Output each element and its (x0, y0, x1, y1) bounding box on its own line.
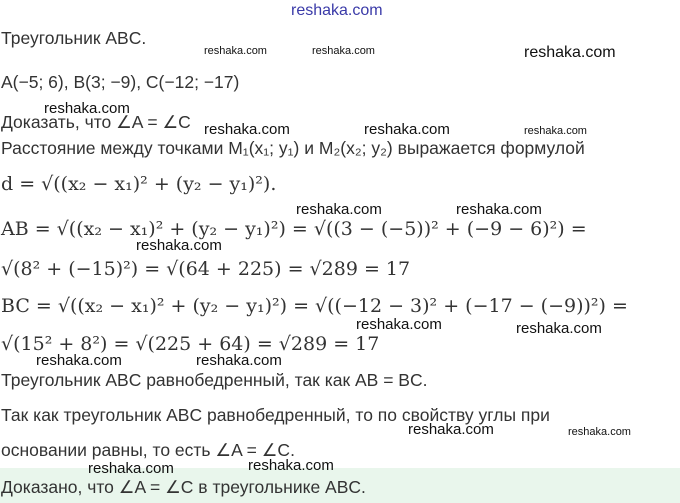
conclusion-line: Доказано, что ∠A = ∠C в треугольнике ABC. (1, 477, 366, 497)
ab-line-1: AB = √((x₂ − x₁)² + (y₂ − y₁)²) = √((3 − (−5))² + (−9 − 6)²) = (1, 218, 587, 240)
prove-line: Доказать, что ∠A = ∠C (1, 112, 191, 132)
watermark: reshaka.com (312, 45, 375, 57)
isosceles-line: Треугольник ABC равнобедренный, так как AB = BC. (1, 370, 428, 390)
watermark: reshaka.com (196, 352, 282, 369)
title-line: Треугольник ABC. (1, 28, 147, 48)
watermark: reshaka.com (524, 44, 616, 61)
property-line-1: Так как треугольник ABC равнобедренный, то по свойству углы при (1, 405, 550, 425)
watermark: reshaka.com (204, 45, 267, 57)
watermark: reshaka.com (516, 320, 602, 337)
watermark: reshaka.com (408, 421, 494, 438)
watermark: reshaka.com (364, 121, 450, 138)
watermark: reshaka.com (88, 460, 174, 477)
watermark: reshaka.com (456, 201, 542, 218)
bc-line-1: BC = √((x₂ − x₁)² + (y₂ − y₁)²) = √((−12 − 3)² + (−17 − (−9))²) = (1, 295, 628, 317)
watermark: reshaka.com (568, 426, 631, 438)
watermark: reshaka.com (136, 237, 222, 254)
watermark: reshaka.com (524, 125, 587, 137)
watermark: reshaka.com (356, 316, 442, 333)
watermark: reshaka.com (36, 352, 122, 369)
distance-text: Расстояние между точками M₁(x₁; y₁) и M₂(x₂; y₂) выражается формулой (1, 138, 585, 158)
site-watermark-header: reshaka.com (291, 2, 383, 19)
watermark: reshaka.com (44, 100, 130, 117)
watermark: reshaka.com (296, 201, 382, 218)
property-line-2: основании равны, то есть ∠A = ∠C. (1, 440, 295, 460)
watermark: reshaka.com (204, 121, 290, 138)
distance-formula: d = √((x₂ − x₁)² + (y₂ − y₁)²). (1, 173, 277, 195)
ab-line-2: √(8² + (−15)²) = √(64 + 225) = √289 = 17 (1, 258, 411, 280)
points-line: A(−5; 6), B(3; −9), C(−12; −17) (1, 72, 240, 92)
bc-line-2: √(15² + 8²) = √(225 + 64) = √289 = 17 (1, 333, 380, 355)
watermark: reshaka.com (248, 457, 334, 474)
